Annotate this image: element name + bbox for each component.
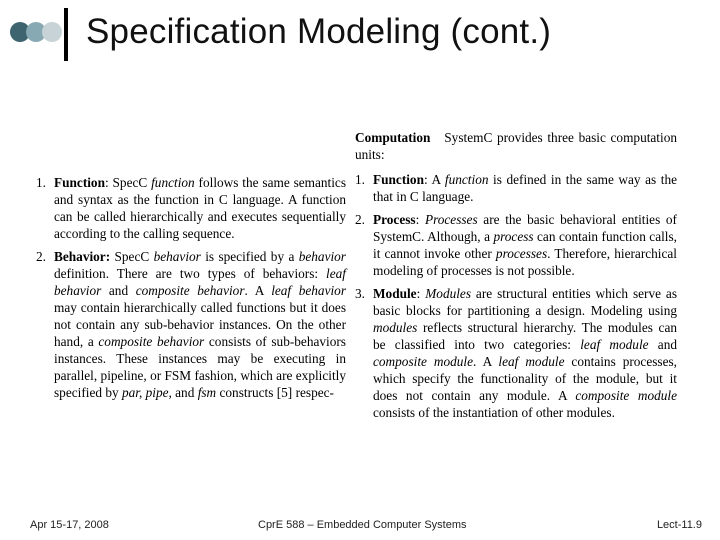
right-item-function — [355, 171, 677, 205]
item-body — [373, 171, 677, 205]
item-number: 1. — [355, 172, 365, 187]
item-label: Function — [373, 172, 424, 187]
item-label: Behavior: — [54, 249, 111, 264]
italic-term: Modules — [425, 286, 472, 301]
text-run: consists of the instantiation of other modules. — [373, 405, 615, 420]
item-number: 1. — [36, 175, 46, 190]
italic-term: behavior — [298, 249, 346, 264]
text-run: : A — [423, 172, 445, 187]
footer-page-number: Lect-11.9 — [656, 519, 702, 531]
item-label: Module — [373, 286, 417, 301]
italic-term: function — [151, 175, 195, 190]
italic-term: par, pipe, — [121, 385, 172, 400]
text-run: : SpecC — [104, 175, 152, 190]
computation-intro — [355, 129, 677, 163]
item-label: Process — [373, 212, 416, 227]
italic-term: leaf module — [498, 354, 565, 369]
footer-course: CprE 588 – Embedded Computer Systems — [258, 519, 467, 531]
light-dot-icon — [42, 22, 62, 42]
text-run: definition. There are two types of behaviors: — [54, 266, 327, 281]
text-run: can contain function calls, it cannot invoke other — [373, 229, 677, 261]
computation-heading: Computation — [355, 130, 431, 145]
left-item-behavior — [36, 248, 346, 401]
computation-intro-text: SystemC provides three basic computation units: — [355, 130, 677, 162]
left-item-function — [36, 174, 346, 242]
italic-term: leaf module — [580, 337, 649, 352]
italic-term: composite module — [373, 354, 474, 369]
italic-term: function — [444, 172, 489, 187]
item-label: Function — [54, 175, 105, 190]
item-body — [54, 174, 346, 242]
item-body — [54, 248, 346, 401]
text-run: reflects structural hierarchy. The modules can be classified into two categories: — [373, 320, 677, 352]
text-run: SpecC — [110, 249, 154, 264]
italic-term: Processes — [424, 212, 478, 227]
right-column — [355, 129, 677, 427]
text-run: . A — [473, 354, 499, 369]
item-body — [373, 211, 677, 279]
text-run: and — [648, 337, 677, 352]
text-run: may contain hierarchically called functions but it does not contain any sub-behavior instances. On the other hand, a — [54, 300, 346, 349]
italic-term: composite behavior — [135, 283, 245, 298]
title-divider — [64, 8, 68, 61]
right-item-module — [355, 285, 677, 421]
text-run: and — [101, 283, 136, 298]
left-column — [36, 174, 346, 407]
text-run: and — [171, 385, 198, 400]
item-body — [373, 285, 677, 421]
slide-title: Specification Modeling (cont.) — [86, 12, 552, 51]
italic-term: process — [493, 229, 534, 244]
item-number: 2. — [36, 249, 46, 264]
text-run: . Therefore, hierarchical modeling of processes is not possible. — [373, 246, 677, 278]
text-run: follows the same semantics and syntax as the function in C language. A function can be called hierarchically and executes sequentially according to the calling sequence. — [54, 175, 347, 241]
text-run: is defined in the same way as the that in C language. — [373, 172, 677, 204]
right-item-process — [355, 211, 677, 279]
text-run: contains processes, which specify the functionality of the module, but it does not contain any module. A — [373, 354, 677, 403]
italic-term: processes — [495, 246, 548, 261]
text-run: consists of sub-behaviors instances. These instances may be executing in parallel, pipeline, or FSM fashion, which are explicitly specified by — [54, 334, 346, 400]
item-number: 3. — [355, 286, 365, 301]
text-run: . A — [244, 283, 272, 298]
text-run: constructs [5] respec- — [216, 385, 334, 400]
italic-term: leaf behavior — [271, 283, 347, 298]
italic-term: leaf behavior — [54, 266, 346, 298]
italic-term: fsm — [197, 385, 217, 400]
text-run: : — [415, 212, 425, 227]
italic-term: composite behavior — [98, 334, 205, 349]
text-run: is specified by a — [200, 249, 299, 264]
text-run: are structural entities which serve as basic blocks for partitioning a design. Modeling using — [373, 286, 677, 318]
footer-date: Apr 15-17, 2008 — [30, 519, 109, 531]
text-run: are the basic behavioral entities of SystemC. Although, a — [373, 212, 677, 244]
italic-term: composite module — [575, 388, 677, 403]
italic-term: behavior — [153, 249, 201, 264]
text-run: : — [416, 286, 426, 301]
italic-term: modules — [373, 320, 418, 335]
item-number: 2. — [355, 212, 365, 227]
